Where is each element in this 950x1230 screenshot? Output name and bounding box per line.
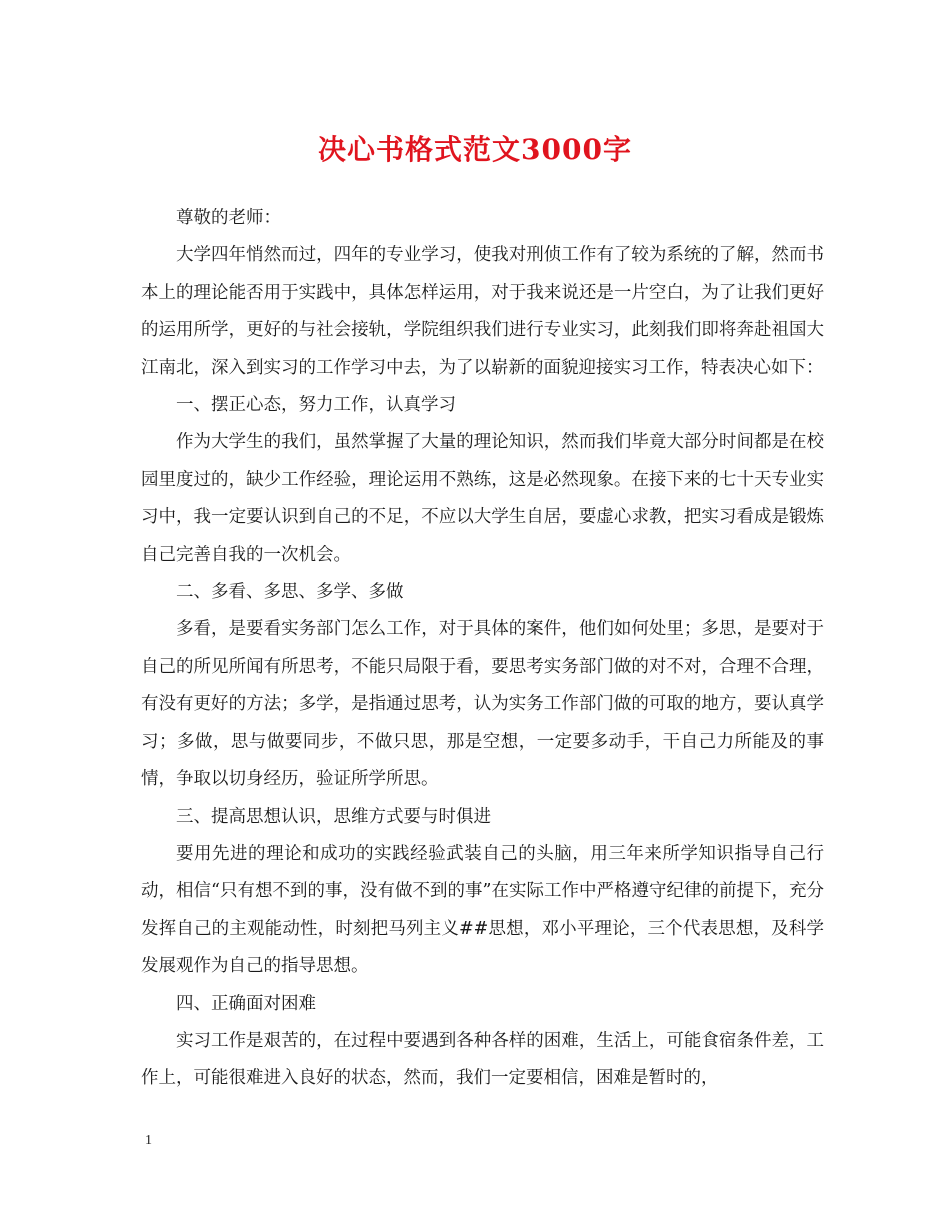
paragraph-section-1: 作为大学生的我们，虽然掌握了大量的理论知识，然而我们毕竟大部分时间都是在校园里度过的，缺少工作经验，理论运用不熟练，这是必然现象。在接下来的七十天专业实习中，我一定要认识到自己的不足，不应以大学生自居，要虚心求教，把实习看成是锻炼自己完善自我的一次机会。 [141,432,824,565]
page-number: 1 [145,1133,152,1148]
document-body [141,200,824,1098]
paragraph-section-2: 多看，是要看实务部门怎么工作，对于具体的案件，他们如何处里；多思，是要对于自己的所见所闻有所思考，不能只局限于看，要思考实务部门做的对不对，合理不合理，有没有更好的方法；多学，是指通过思考，认为实务工作部门做的可取的地方，要认真学习；多做，思与做要同步，不做只思，那是空想，一定要多动手，干自己力所能及的事情，争取以切身经历，验证所学所思。 [141,619,824,790]
section-heading-4: 四、正确面对困难 [176,993,316,1014]
document-title: 决心书格式范文3000字 [318,133,632,166]
salutation: 尊敬的老师： [176,208,281,228]
paragraph-section-3: 要用先进的理论和成功的实践经验武装自己的头脑，用三年来所学知识指导自己行动，相信“只有想不到的事，没有做不到的事”在实际工作中严格遵守纪律的前提下，充分发挥自己的主观能动性，时刻把马列主义##思想，邓小平理论，三个代表思想，及科学发展观作为自己的指导思想。 [141,843,824,977]
paragraph-section-4: 实习工作是艰苦的，在过程中要遇到各种各样的困难，生活上，可能食宿条件差，工作上，可能很难进入良好的状态，然而，我们一定要相信，困难是暂时的， [141,1030,824,1089]
section-heading-1: 一、摆正心态，努力工作，认真学习 [176,395,456,416]
section-heading-2: 二、多看、多思、多学、多做 [176,582,404,603]
paragraph-intro: 大学四年悄然而过，四年的专业学习，使我对刑侦工作有了较为系统的了解，然而书本上的理论能否用于实践中，具体怎样运用，对于我来说还是一片空白，为了让我们更好的运用所学，更好的与社会接轨，学院组织我们进行专业实习，此刻我们即将奔赴祖国大江南北，深入到实习的工作学习中去，为了以崭新的面貌迎接实习工作，特表决心如下： [141,245,824,378]
section-heading-3: 三、提高思想认识，思维方式要与时俱进 [176,806,491,827]
